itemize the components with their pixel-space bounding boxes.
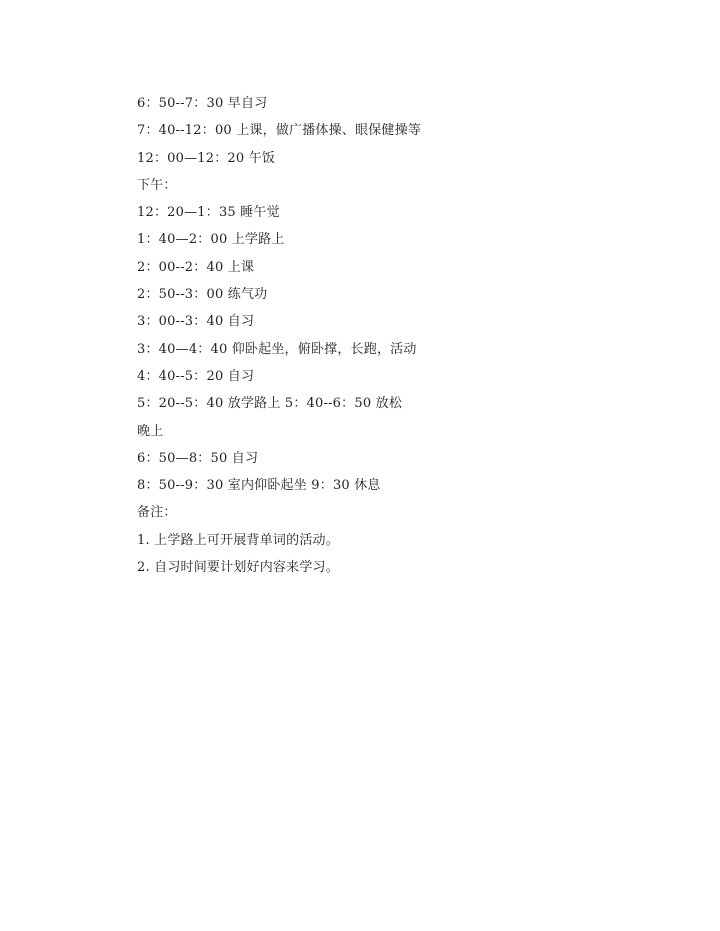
schedule-line-lunch: 12：00—12：20 午饭 <box>137 150 276 166</box>
schedule-line-nap: 12：20—1：35 睡午觉 <box>137 205 280 221</box>
schedule-content <box>137 90 697 581</box>
schedule-line-classes: 7：40--12：00 上课，做广播体操、眼保健操等 <box>137 123 422 139</box>
schedule-line-to-school: 1：40—2：00 上学路上 <box>137 232 285 248</box>
section-heading-afternoon: 下午： <box>137 177 177 193</box>
schedule-line-indoor-situps: 8：50--9：30 室内仰卧起坐 9：30 休息 <box>137 478 381 494</box>
schedule-line-evening-study: 6：50—8：50 自习 <box>137 450 259 466</box>
note-item-1: 1. 上学路上可开展背单词的活动。 <box>137 532 339 548</box>
schedule-line-self-study-2: 4：40--5：20 自习 <box>137 368 255 384</box>
schedule-line-morning-study: 6：50--7：30 早自习 <box>137 96 268 111</box>
section-heading-notes: 备注： <box>137 505 177 521</box>
schedule-line-exercise: 3：40—4：40 仰卧起坐，俯卧撑，长跑，活动 <box>137 341 417 357</box>
schedule-line-qigong: 2：50--3：00 练气功 <box>137 287 268 303</box>
schedule-line-class-afternoon: 2：00--2：40 上课 <box>137 259 255 275</box>
note-item-2: 2. 自习时间要计划好内容来学习。 <box>137 560 339 576</box>
schedule-line-after-school: 5：20--5：40 放学路上 5：40--6：50 放松 <box>137 396 403 412</box>
section-heading-evening: 晚上 <box>137 423 164 439</box>
schedule-line-self-study-1: 3：00--3：40 自习 <box>137 314 255 330</box>
